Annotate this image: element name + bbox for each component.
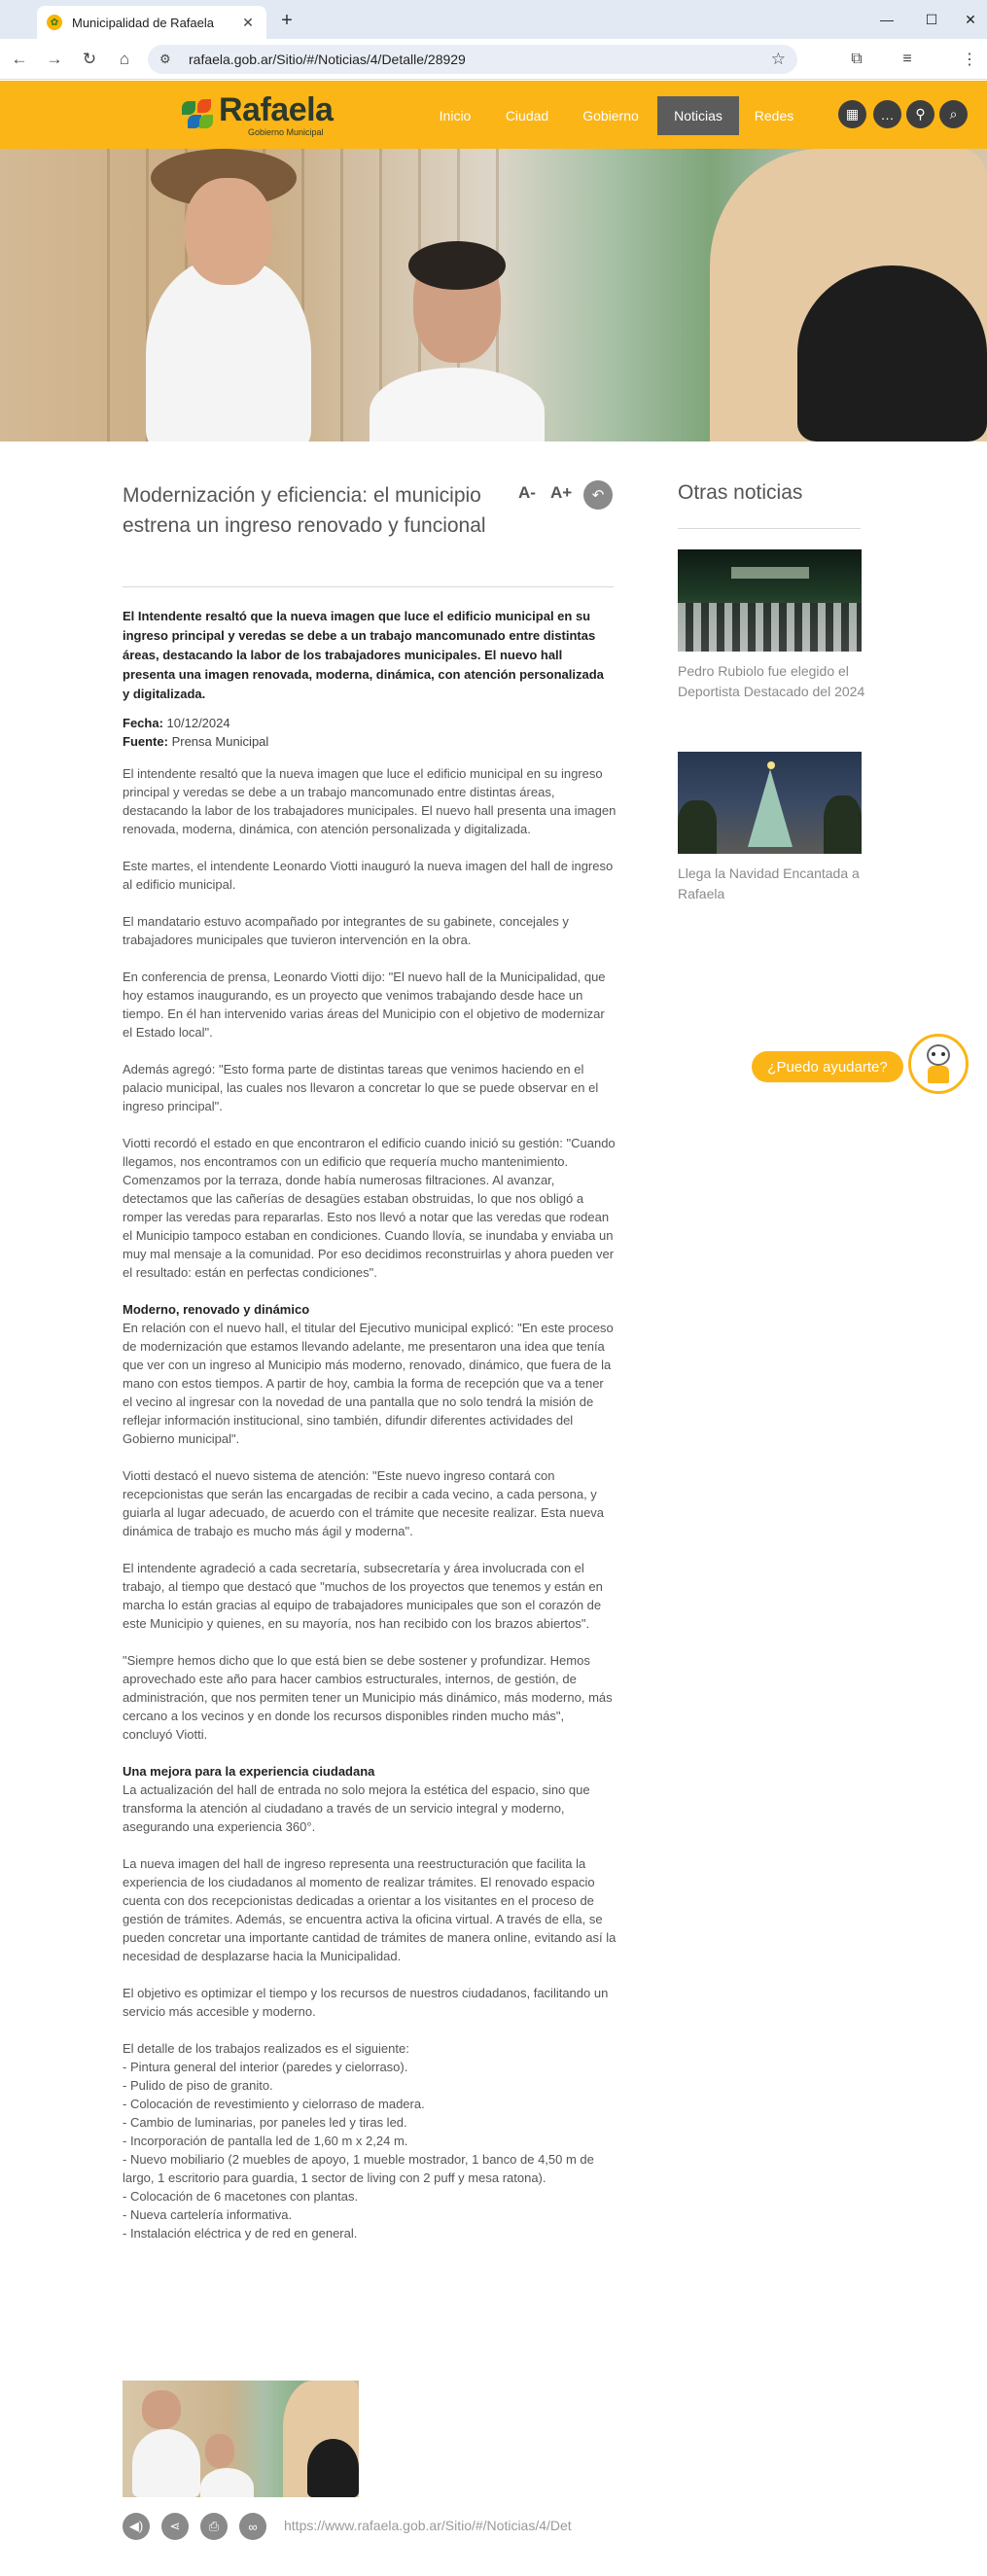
paragraph: En conferencia de prensa, Leonardo Viotti dijo: "El nuevo hall de la Municipalidad, que hoy estamos inaugurando, es un proyecto que venimos trabajando desde hace un tiempo. En él han intervenido varias áreas del Municipio con el objetivo de modernizar el Estado local". — [123, 970, 606, 1040]
font-increase-button[interactable]: A+ — [550, 483, 573, 502]
help-avatar-icon[interactable] — [908, 1034, 969, 1094]
chat-icon[interactable]: … — [873, 100, 901, 128]
reload-icon[interactable]: ↻ — [82, 50, 97, 68]
help-chat-button[interactable]: ¿Puedo ayudarte? — [752, 1051, 903, 1082]
nav-gobierno[interactable]: Gobierno — [582, 108, 639, 124]
extensions-icon[interactable]: ⧉ — [851, 51, 863, 67]
bookmark-star-icon[interactable]: ☆ — [770, 50, 786, 68]
logo-subtitle: Gobierno Municipal — [248, 126, 324, 137]
browser-tab[interactable] — [37, 6, 266, 39]
apps-grid-icon[interactable]: ▦ — [838, 100, 866, 128]
browser-toolbar — [0, 39, 987, 80]
audio-speaker-icon[interactable]: ◀) — [123, 2513, 150, 2540]
nav-inicio[interactable]: Inicio — [439, 108, 472, 124]
list-item: - Incorporación de pantalla led de 1,60 m x 2,24 m. — [123, 2134, 408, 2148]
maximize-icon[interactable]: ☐ — [925, 11, 938, 27]
list-item: - Colocación de revestimiento y cielorraso de madera. — [123, 2097, 425, 2111]
browser-tab-bar — [0, 0, 987, 39]
date-value: 10/12/2024 — [166, 716, 230, 730]
nav-noticias[interactable]: Noticias — [657, 96, 739, 135]
section-heading: Una mejora para la experiencia ciudadana — [123, 1764, 375, 1779]
minimize-icon[interactable]: — — [880, 12, 894, 27]
list-item: - Instalación eléctrica y de red en general. — [123, 2226, 358, 2241]
location-pin-icon[interactable]: ⚲ — [906, 100, 934, 128]
browser-menu-icon[interactable]: ⋮ — [962, 52, 977, 68]
list-item: - Colocación de 6 macetones con plantas. — [123, 2189, 359, 2204]
list-item: - Nuevo mobiliario (2 muebles de apoyo, 1 mueble mostrador, 1 banco de 4,50 m de largo, 1 escritorio para guardia, 1 sector de living con 2 puff y mesa ratona). — [123, 2152, 594, 2185]
works-list — [123, 2039, 617, 2242]
article-lead: El Intendente resaltó que la nueva imagen que luce el edificio municipal en su ingreso principal y veredas se debe a un trabajo mancomunado entre distintas áreas, destacando la labor de los trabajadores municipales. El nuevo hall presenta una imagen renovada, moderna, dinámica, con atención personalizada y digitalizada. — [123, 609, 604, 701]
print-icon[interactable]: ⎙ — [200, 2513, 228, 2540]
site-header — [0, 81, 987, 149]
gallery-thumbnail[interactable] — [123, 2381, 359, 2497]
share-icon[interactable]: ⋖ — [161, 2513, 189, 2540]
paragraph: En relación con el nuevo hall, el titular del Ejecutivo municipal explicó: "En este proceso de modernización que estamos llevando adelante, me presentaron una idea que tenía que ver con un ingreso al Municipio más moderno, renovado, dinámico, que fuera de la mano con estos tiempos. A partir de hoy, cambia la forma de recepción que va a tener el vecino al ingresar con la novedad de una pantalla que no solo tendrá la misión de reflejar información institucional, sino también, difundir diferentes actividades del Gobierno municipal". — [123, 1321, 614, 1446]
address-bar[interactable] — [148, 45, 797, 74]
title-divider — [123, 586, 614, 587]
source-label: Fuente: — [123, 734, 168, 749]
sidebar-title: Otras noticias — [678, 481, 803, 504]
news-caption[interactable]: Pedro Rubiolo fue elegido el Deportista Destacado del 2024 — [678, 663, 865, 699]
paragraph: La nueva imagen del hall de ingreso representa una reestructuración que facilita la experiencia de los ciudadanos al momento de realizar trámites. El renovado espacio cuenta con dos recepcionistas dedicadas a orientar a los visitantes en el proceso de gestión de trámites. Además, se encuentra activa la oficina virtual. A través de ella, se pueden concretar una importante cantidad de trámites de manera online, evitando así la necesidad de desplazarse hacia la Municipalidad. — [123, 1856, 617, 1963]
paragraph: La actualización del hall de entrada no solo mejora la estética del espacio, sino que transforma la atención al ciudadano a través de un servicio integral y moderno, asegurando una experiencia 360°. — [123, 1782, 590, 1834]
article-body — [123, 764, 617, 2242]
site-info-icon[interactable]: ⚙ — [159, 52, 171, 66]
share-url[interactable]: https://www.rafaela.gob.ar/Sitio/#/Noticias/4/Det — [284, 2518, 572, 2533]
home-icon[interactable]: ⌂ — [119, 50, 130, 68]
section-heading: Moderno, renovado y dinámico — [123, 1302, 310, 1317]
hero-image — [0, 149, 987, 441]
back-reply-icon[interactable]: ↶ — [583, 480, 613, 510]
article-title: Modernización y eficiencia: el municipio estrena un ingreso renovado y funcional — [123, 484, 486, 537]
forward-arrow-icon[interactable]: → — [46, 50, 63, 68]
news-thumbnail[interactable] — [678, 752, 862, 854]
paragraph: Este martes, el intendente Leonardo Viotti inauguró la nueva imagen del hall de ingreso al edificio municipal. — [123, 859, 614, 892]
sidebar-divider — [678, 528, 861, 529]
nav-redes[interactable]: Redes — [754, 108, 794, 124]
list-intro: El detalle de los trabajos realizados es el siguiente: — [123, 2041, 409, 2056]
article-date — [123, 714, 614, 733]
news-caption[interactable]: Llega la Navidad Encantada a Rafaela — [678, 865, 860, 901]
new-tab-icon[interactable]: + — [281, 9, 293, 31]
logo-mark-icon — [180, 97, 215, 132]
source-value: Prensa Municipal — [171, 734, 269, 749]
font-decrease-button[interactable]: A- — [518, 483, 536, 502]
tab-close-icon[interactable]: ✕ — [242, 14, 254, 30]
paragraph: El objetivo es optimizar el tiempo y los recursos de nuestros ciudadanos, facilitando un servicio más accesible y moderno. — [123, 1986, 609, 2019]
rafaela-logo[interactable] — [180, 90, 333, 139]
logo-name: Rafaela — [219, 90, 334, 128]
list-item: - Nueva cartelería informativa. — [123, 2207, 293, 2222]
nav-ciudad[interactable]: Ciudad — [505, 108, 549, 124]
paragraph: Viotti recordó el estado en que encontraron el edificio cuando inició su gestión: "Cuando llegamos, nos encontramos con un edificio que requería mucho mantenimiento. Comenzamos por la terraza, donde había numerosas filtraciones. Al avanzar, detectamos que las cañerías de desagües estaban obstruidas, lo que nos obligó a romper las veredas para repararlas. Esto nos llevó a notar que las veredas que rodean el Municipio tampoco estaban en condiciones. Cuando llovía, se inundaba y enviaba un muy mal mensaje a la comunidad. Por eso decidimos reconstruirlas y ahora pueden ver el resultado: están en perfectas condiciones". — [123, 1136, 616, 1280]
reading-list-icon[interactable]: ≡ — [902, 51, 912, 67]
news-thumbnail[interactable] — [678, 549, 862, 652]
list-item: - Pintura general del interior (paredes y cielorraso). — [123, 2060, 408, 2074]
paragraph: El intendente agradeció a cada secretaría, subsecretaría y área involucrada con el trabajo, al tiempo que destacó que "muchos de los proyectos que tenemos y están en marcha lo están gracias al equipo de trabajadores municipales que son el corazón de este Municipio y quienes, en su mayoría, nos han recibido con los brazos abiertos". — [123, 1561, 603, 1631]
paragraph: El intendente resaltó que la nueva imagen que luce el edificio municipal en su ingreso principal y veredas se debe a un trabajo mancomunado entre distintas áreas, destacando la labor de los trabajadores municipales. El nuevo hall presenta una imagen renovada, moderna, dinámica, con atención personalizada y digitalizada. — [123, 766, 617, 836]
paragraph: Además agregó: "Esto forma parte de distintas tareas que venimos haciendo en el palacio municipal, las cuales nos llevaron a concretar lo que se puede observar en el ingreso principal". — [123, 1062, 599, 1113]
link-icon[interactable]: ∞ — [239, 2513, 266, 2540]
article-source — [123, 732, 614, 752]
list-item: - Cambio de luminarias, por paneles led y tiras led. — [123, 2115, 407, 2130]
address-url[interactable]: rafaela.gob.ar/Sitio/#/Noticias/4/Detalle/28929 — [189, 52, 466, 67]
paragraph: El mandatario estuvo acompañado por integrantes de su gabinete, concejales y trabajadores municipales que tuvieron intervención en la obra. — [123, 914, 569, 947]
window-close-icon[interactable]: ✕ — [965, 11, 976, 27]
search-icon[interactable]: ⌕ — [939, 100, 968, 128]
paragraph: "Siempre hemos dicho que lo que está bien se debe sostener y profundizar. Hemos aprovechado este año para hacer cambios estructurales, internos, de gestión, de administración, que nos permiten tener un Municipio más dinámico, más moderno, más cercano a los vecinos y en donde los recursos disponibles rinden mucho más", concluyó Viotti. — [123, 1653, 613, 1742]
site-favicon-icon: ✿ — [47, 15, 62, 30]
date-label: Fecha: — [123, 716, 163, 730]
back-arrow-icon[interactable]: ← — [11, 50, 28, 68]
tab-title: Municipalidad de Rafaela — [72, 15, 214, 30]
paragraph: Viotti destacó el nuevo sistema de atención: "Este nuevo ingreso contará con recepcionistas que serán las encargadas de recibir a cada vecino, a cada persona, y guiarla al lugar adecuado, de acuerdo con el trámite que necesite realizar. Esta nueva dinámica de trabajo es mucho más ágil y moderna". — [123, 1468, 605, 1538]
list-item: - Pulido de piso de granito. — [123, 2078, 273, 2093]
